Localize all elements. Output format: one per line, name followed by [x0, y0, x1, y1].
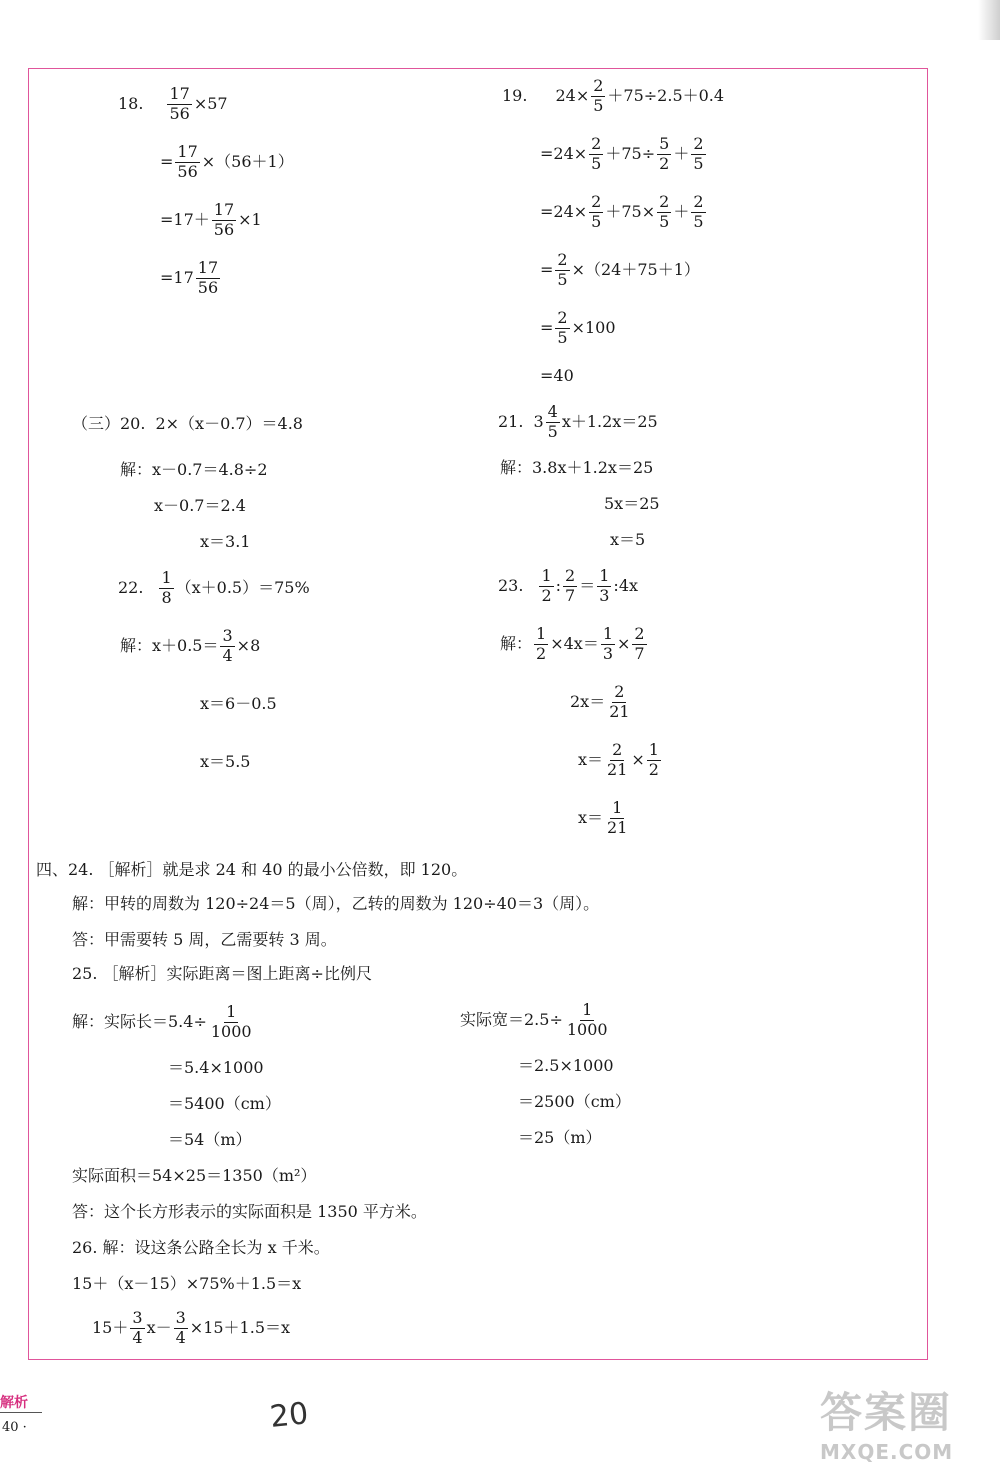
denominator: 5 — [591, 153, 602, 173]
text: ＝5.4×1000 — [168, 1058, 264, 1077]
fraction — [657, 194, 671, 231]
text: 答：这个长方形表示的实际面积是 1350 平方米。 — [72, 1202, 427, 1221]
watermark-url: MXQE.COM — [820, 1440, 954, 1464]
numerator: 1 — [161, 568, 172, 587]
fraction — [647, 742, 661, 779]
numerator: 17 — [197, 258, 219, 277]
expression-text: ×15＋1.5＝x — [189, 1318, 291, 1338]
text: 25. ［解析］实际距离＝图上距离÷比例尺 — [72, 964, 372, 983]
denominator: 21 — [609, 701, 630, 721]
denominator: 4 — [222, 645, 233, 665]
problem-19-step-1 — [540, 136, 708, 173]
numerator: 3 — [222, 626, 233, 645]
problem-19 — [502, 78, 724, 115]
watermark-logo — [820, 1380, 990, 1464]
expression-text: x＝ — [578, 750, 604, 770]
text: ＝5400（cm） — [168, 1094, 281, 1113]
text: ＝25（m） — [518, 1128, 602, 1147]
fraction — [605, 742, 629, 779]
fraction — [539, 568, 553, 605]
problem-label: 19. — [502, 86, 528, 106]
denominator: 5 — [557, 269, 568, 289]
problem-label: 22. — [118, 578, 144, 598]
fraction — [546, 404, 560, 441]
text: ＝2500（cm） — [518, 1092, 631, 1111]
fraction — [589, 194, 603, 231]
fraction — [601, 626, 615, 663]
expression-text: x＝3.1 — [200, 532, 251, 551]
expression-text: ＋ — [673, 144, 690, 164]
denominator: 5 — [693, 153, 704, 173]
expression-text: x＝ — [578, 808, 604, 828]
expression-text: 2×（x－0.7）＝4.8 — [155, 414, 303, 433]
denominator: 5 — [693, 211, 704, 231]
text: ＝2.5×1000 — [518, 1056, 614, 1075]
expression-text: 解： — [500, 634, 533, 654]
numerator: 4 — [547, 402, 558, 421]
q26-equation-2 — [92, 1310, 290, 1347]
q25-title — [72, 966, 372, 982]
problem-23-step-1 — [500, 626, 649, 663]
fraction — [167, 86, 191, 123]
numerator: 2 — [591, 192, 602, 211]
denominator: 5 — [591, 211, 602, 231]
problem-label: 18. — [118, 94, 144, 114]
numerator: 1 — [599, 566, 610, 585]
numerator: 2 — [565, 566, 576, 585]
text: 答：甲需要转 5 周，乙需要转 3 周。 — [72, 930, 337, 949]
problem-20-step-3 — [200, 534, 250, 550]
denominator: 56 — [197, 277, 219, 297]
expression-text: x＝6－0.5 — [200, 694, 277, 713]
expression-text: x－ — [146, 1318, 172, 1338]
expression-text: x－0.7＝2.4 — [154, 496, 246, 515]
page-number: 40 · — [2, 1420, 27, 1435]
expression-text: =17 — [160, 268, 194, 288]
numerator: 1 — [541, 566, 552, 585]
denominator: 7 — [565, 585, 576, 605]
expression-text: 15＋ — [92, 1318, 129, 1338]
problem-23-step-4 — [578, 800, 631, 837]
numerator: 1 — [602, 624, 614, 643]
expression-text: ＋ — [673, 202, 690, 222]
problem-label: 23. — [498, 576, 524, 596]
numerator: 3 — [175, 1308, 186, 1327]
numerator: 2 — [612, 740, 623, 759]
problem-19-step-3 — [540, 252, 700, 289]
q25-width-line — [460, 1002, 612, 1039]
denominator: 5 — [557, 327, 568, 347]
fraction — [591, 78, 605, 115]
expression-text: :4x — [613, 576, 639, 596]
numerator: 17 — [169, 84, 190, 103]
expression-text: ×（56＋1） — [201, 152, 294, 172]
expression-text: × — [617, 634, 631, 654]
problem-18 — [118, 86, 228, 123]
fraction — [212, 202, 236, 239]
problem-label: （三）20. — [72, 414, 146, 433]
problem-23 — [498, 568, 638, 605]
denominator: 2 — [659, 153, 670, 173]
problem-21 — [498, 404, 658, 441]
numerator: 17 — [213, 200, 235, 219]
expression-text: = — [160, 152, 174, 172]
fraction — [220, 628, 234, 665]
text: 15＋（x－15）×75%＋1.5＝x — [72, 1274, 302, 1293]
denominator: 56 — [213, 219, 235, 239]
q25-width-step-1 — [518, 1058, 614, 1074]
expression-text: ＋75× — [605, 202, 656, 222]
denominator: 8 — [161, 587, 172, 607]
denominator: 5 — [593, 95, 604, 115]
numerator: 2 — [557, 250, 568, 269]
numerator: 2 — [693, 192, 704, 211]
expression-text: ×1 — [238, 210, 262, 230]
fraction — [657, 136, 671, 173]
text: 26. 解：设这条公路全长为 x 千米。 — [72, 1238, 330, 1257]
expression-text: x＝5.5 — [200, 752, 251, 771]
watermark-text: 答案圈 — [820, 1388, 953, 1437]
q25-length-line — [72, 1004, 256, 1041]
expression-text: ×57 — [193, 94, 228, 114]
fraction — [589, 136, 603, 173]
expression-text: 实际宽＝2.5÷ — [460, 1010, 563, 1030]
denominator: 56 — [177, 161, 198, 181]
text: 解：甲转的周数为 120÷24＝5（周），乙转的周数为 120÷40＝3（周）。 — [72, 894, 600, 913]
fraction — [159, 570, 173, 607]
problem-20 — [72, 416, 303, 432]
numerator: 2 — [659, 192, 670, 211]
expression-text: 解：实际长＝5.4÷ — [72, 1012, 207, 1032]
expression-text: ×8 — [236, 636, 261, 656]
fraction — [196, 260, 220, 297]
numerator: 1 — [226, 1002, 237, 1021]
expression-text: x＋1.2x＝25 — [561, 412, 658, 432]
problem-label: 21. — [498, 412, 524, 432]
expression-text: =17＋ — [160, 210, 210, 230]
denominator: 1000 — [566, 1019, 608, 1039]
fraction — [175, 144, 199, 181]
fraction — [130, 1310, 144, 1347]
page-corner-shadow — [978, 0, 1000, 40]
footer-divider — [0, 1412, 42, 1413]
expression-text: x＝5 — [610, 530, 646, 549]
denominator: 2 — [536, 643, 547, 663]
numerator: 1 — [612, 798, 623, 817]
q25-answer — [72, 1204, 427, 1220]
denominator: 7 — [634, 643, 645, 663]
numerator: 2 — [693, 134, 704, 153]
numerator: 3 — [132, 1308, 143, 1327]
expression-text: （x＋0.5）＝75% — [175, 578, 310, 598]
numerator: 17 — [177, 142, 198, 161]
text: 实际面积＝54×25＝1350（m²） — [72, 1166, 317, 1185]
problem-21-step-1 — [500, 460, 653, 476]
denominator: 4 — [132, 1327, 143, 1347]
q25-width-step-3 — [518, 1130, 602, 1146]
problem-22-step-2 — [200, 696, 277, 712]
q24-title — [36, 862, 467, 878]
expression-text: = — [540, 260, 554, 280]
denominator: 5 — [659, 211, 670, 231]
fraction — [632, 626, 646, 663]
numerator: 2 — [591, 134, 602, 153]
problem-20-step-2 — [154, 498, 246, 514]
denominator: 21 — [607, 759, 628, 779]
expression-text: ＋75÷2.5＋0.4 — [607, 86, 725, 106]
problem-18-step-3 — [160, 260, 222, 297]
fraction — [597, 568, 611, 605]
expression-text: 2x＝ — [570, 692, 606, 712]
problem-19-step-2 — [540, 194, 708, 231]
expression-text: ＝ — [579, 576, 596, 596]
problem-23-step-3 — [578, 742, 663, 779]
numerator: 1 — [536, 624, 547, 643]
handwritten-note: 20 — [268, 1396, 310, 1435]
expression-text: =24× — [540, 202, 588, 222]
fraction — [209, 1004, 254, 1041]
expression-text: =24× — [540, 144, 588, 164]
denominator: 1000 — [210, 1021, 252, 1041]
expression-text: ×（24＋75＋1） — [571, 260, 700, 280]
q26-equation-1 — [72, 1276, 301, 1292]
numerator: 1 — [582, 1000, 593, 1019]
problem-22-step-1 — [120, 628, 260, 665]
q25-area — [72, 1168, 316, 1184]
problem-20-step-1 — [120, 462, 268, 478]
text: 四、24. ［解析］就是求 24 和 40 的最小公倍数，即 120。 — [36, 860, 468, 879]
problem-21-step-3 — [610, 532, 645, 548]
fraction — [607, 684, 631, 721]
fraction — [555, 252, 569, 289]
fraction — [563, 568, 577, 605]
expression-text: 解：x＋0.5＝ — [120, 636, 219, 656]
problem-18-step-2 — [160, 202, 262, 239]
q25-length-step-3 — [168, 1132, 252, 1148]
problem-18-step-1 — [160, 144, 294, 181]
problem-21-step-2 — [604, 496, 660, 512]
denominator: 4 — [175, 1327, 186, 1347]
numerator: 2 — [614, 682, 625, 701]
fraction — [174, 1310, 188, 1347]
denominator: 3 — [602, 643, 614, 663]
expression-text: 解：x－0.7＝4.8÷2 — [120, 460, 268, 479]
expression-text: ×4x＝ — [550, 634, 599, 654]
denominator: 2 — [648, 759, 659, 779]
denominator: 3 — [599, 585, 610, 605]
fraction — [555, 310, 569, 347]
expression-text: = — [540, 318, 554, 338]
denominator: 5 — [547, 421, 558, 441]
expression-text: =40 — [540, 366, 574, 385]
fraction — [534, 626, 548, 663]
q25-width-step-2 — [518, 1094, 631, 1110]
numerator: 2 — [593, 76, 604, 95]
denominator: 2 — [541, 585, 552, 605]
fraction — [691, 136, 705, 173]
q26-title — [72, 1240, 330, 1256]
problem-22-step-3 — [200, 754, 250, 770]
denominator: 56 — [169, 103, 190, 123]
numerator: 1 — [648, 740, 659, 759]
q24-solution — [72, 896, 599, 912]
fraction — [565, 1002, 610, 1039]
problem-19-step-5 — [540, 368, 574, 384]
expression-text: : — [555, 576, 562, 596]
text: ＝54（m） — [168, 1130, 252, 1149]
expression-text: 24× — [555, 86, 590, 106]
q25-length-step-2 — [168, 1096, 281, 1112]
numerator: 2 — [557, 308, 568, 327]
denominator: 21 — [607, 817, 628, 837]
numerator: 5 — [659, 134, 670, 153]
expression-text: 3 — [533, 412, 544, 432]
expression-text: × — [631, 750, 645, 770]
problem-23-step-2 — [570, 684, 634, 721]
fraction — [691, 194, 705, 231]
footer-section-label: ̃解析 — [0, 1395, 28, 1411]
expression-text: ×100 — [571, 318, 616, 338]
q24-answer — [72, 932, 337, 948]
problem-19-step-4 — [540, 310, 616, 347]
fraction — [605, 800, 629, 837]
expression-text: ＋75÷ — [605, 144, 656, 164]
q25-length-step-1 — [168, 1060, 264, 1076]
numerator: 2 — [634, 624, 645, 643]
expression-text: 5x＝25 — [604, 494, 660, 513]
expression-text: 解：3.8x＋1.2x＝25 — [500, 458, 654, 477]
problem-22 — [118, 570, 310, 607]
